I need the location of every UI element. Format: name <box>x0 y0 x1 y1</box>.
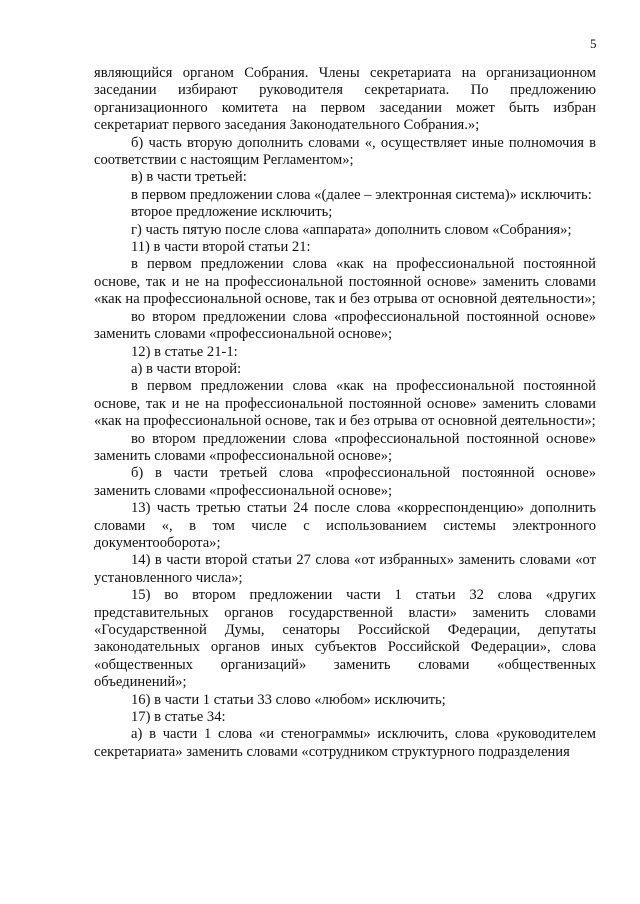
paragraph-item-g: г) часть пятую после слова «аппарата» дополнить словом «Собрания»; <box>131 221 572 238</box>
paragraph-subitem: в первом предложении слова «как на профессиональной постоянной основе, так и не на профессиональной постоянной основе» заменить словами «как на профессиональной основе, так и без отрыва от основной деятельности»; <box>94 378 596 430</box>
paragraph-subitem: во втором предложении слова «профессиональной постоянной основе» заменить словами «профессиональной основе»; <box>94 308 596 343</box>
paragraph-item-11: 11) в части второй статьи 21: <box>131 239 311 256</box>
paragraph-item-17: 17) в статье 34: <box>131 709 226 726</box>
paragraph-item-a: а) в части второй: <box>131 360 242 377</box>
paragraph-subitem: в первом предложении слова «как на профессиональной постоянной основе, так и не на профессиональной постоянной основе» заменить словами «как на профессиональной основе, так и без отрыва от основной деятельности»; <box>94 256 596 308</box>
paragraph-item-15: 15) во втором предложении части 1 статьи 32 слова «других представительных органов государственной власти» заменить словами «Государственной Думы, сенаторы Российской Федерации, депутаты законодательных органов иных субъектов Российской Федерации», слова «общественных организаций» заменить словами «общественных объединений»; <box>94 587 596 691</box>
paragraph-item-v: в) в части третьей: <box>131 169 247 186</box>
paragraph-item-b: б) часть вторую дополнить словами «, осуществляет иные полномочия в соответствии с настоящим Регламентом»; <box>94 134 596 169</box>
paragraph-item-14: 14) в части второй статьи 27 слова «от избранных» заменить словами «от установленного числа»; <box>94 552 596 586</box>
paragraph-item-a: а) в части 1 слова «и стенограммы» исключить, слова «руководителем секретариата» заменить словами «сотрудником структурного подразделения <box>94 726 596 760</box>
page-number: 5 <box>590 36 597 51</box>
paragraph-subitem: второе предложение исключить; <box>131 204 333 221</box>
paragraph-item-b: б) в части третьей слова «профессиональной постоянной основе» заменить словами «профессиональной основе»; <box>94 465 596 499</box>
paragraph-subitem: во втором предложении слова «профессиональной постоянной основе» заменить словами «профессиональной основе»; <box>94 430 596 464</box>
paragraph-item-12: 12) в статье 21-1: <box>131 343 238 360</box>
paragraph-subitem: в первом предложении слова «(далее – электронная система)» исключить: <box>131 186 592 203</box>
paragraph-continuation: являющийся органом Собрания. Члены секретариата на организационном заседании избирают руководителя секретариата. По предложению организационного комитета на первом заседании может быть избран секретариат первого заседания Законодательного Собрания.»; <box>94 65 596 134</box>
paragraph-item-16: 16) в части 1 статьи 33 слово «любом» исключить; <box>131 691 446 708</box>
document-body <box>94 65 596 761</box>
paragraph-item-13: 13) часть третью статьи 24 после слова «корреспонденцию» дополнить словами «, в том числе с использованием системы электронного документооборота»; <box>94 500 596 551</box>
